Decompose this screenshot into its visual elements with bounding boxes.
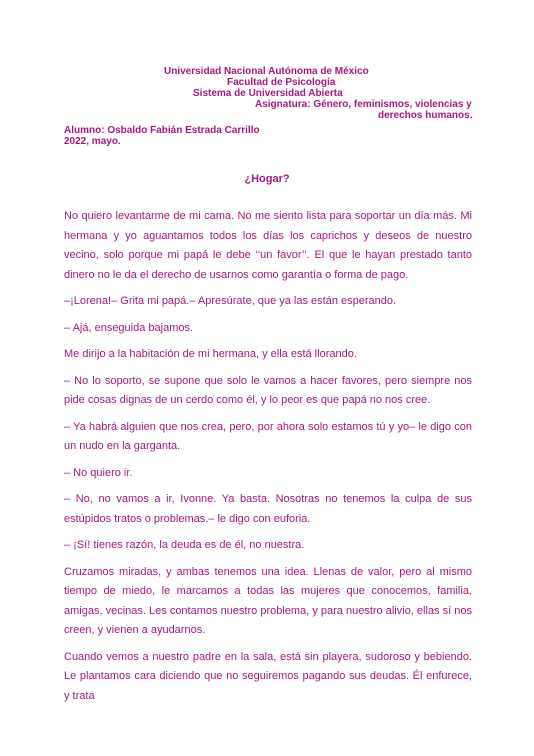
paragraph: Cuando vemos a nuestro padre en la sala, está sin playera, sudoroso y bebiendo. Le plantamos cara diciendo que no seguiremos pagando sus deudas. Él enfurece, y trata: [64, 650, 472, 702]
subject-line-2: derechos humanos.: [378, 110, 473, 121]
student-name: Alumno: Osbaldo Fabián Estrada Carrillo: [64, 125, 260, 136]
paragraph: No quiero levantarme de mi cama. No me siento lista para soportar un día más. Mi hermana y yo aguantamos todos los días los caprichos y deseos de nuestro vecino, solo porque mi papá le debe ‘‘un favor’’. El que le hayan prestado tanto dinero no le da el derecho de usarnos como garantía o forma de pago.: [64, 210, 472, 281]
paragraph: Me dirijo a la habitación de mi hermana, y ella está llorando.: [64, 348, 357, 360]
subject-line-1: Asignatura: Género, feminismos, violencias y: [255, 99, 472, 110]
document-date: 2022, mayo.: [64, 136, 121, 147]
system-name: Sistema de Universidad Abierta: [193, 88, 343, 99]
university-name: Universidad Nacional Autónoma de México: [164, 66, 369, 77]
faculty-name: Facultad de Psicología: [227, 77, 336, 88]
paragraph: –¡Lorena!– Grita mi papá.– Apresúrate, que ya las están esperando.: [64, 295, 397, 307]
page-title: ¿Hogar?: [244, 173, 290, 185]
paragraph: – No lo soporto, se supone que solo le vamos a hacer favores, pero siempre nos pide cosas dignas de un cerdo como él, y lo peor es que papá no nos cree.: [64, 374, 472, 406]
paragraph: – Ya habrá alguien que nos crea, pero, por ahora solo estamos tú y yo– le digo con un nudo en la garganta.: [64, 420, 472, 452]
paragraph: – No, no vamos a ir, Ivonne. Ya basta. Nosotras no tenemos la culpa de sus estúpidos tratos o problemas.– le digo con euforia.: [64, 493, 472, 525]
paragraph: – ¡Sí! tienes razón, la deuda es de él, no nuestra.: [64, 539, 305, 551]
paragraph: – Ajá, enseguida bajamos.: [64, 321, 194, 334]
paragraph: – No quiero ir.: [64, 466, 133, 479]
story-body: [64, 207, 472, 713]
paragraph: Cruzamos miradas, y ambas tenemos una idea. Llenas de valor, pero al mismo tiempo de miedo, le marcamos a todas las mujeres que conocemos, familia, amigas, vecinas. Les contamos nuestro problema, y para nuestro alivio, ellas sí nos creen, y vienen a ayudarnos.: [64, 565, 472, 636]
